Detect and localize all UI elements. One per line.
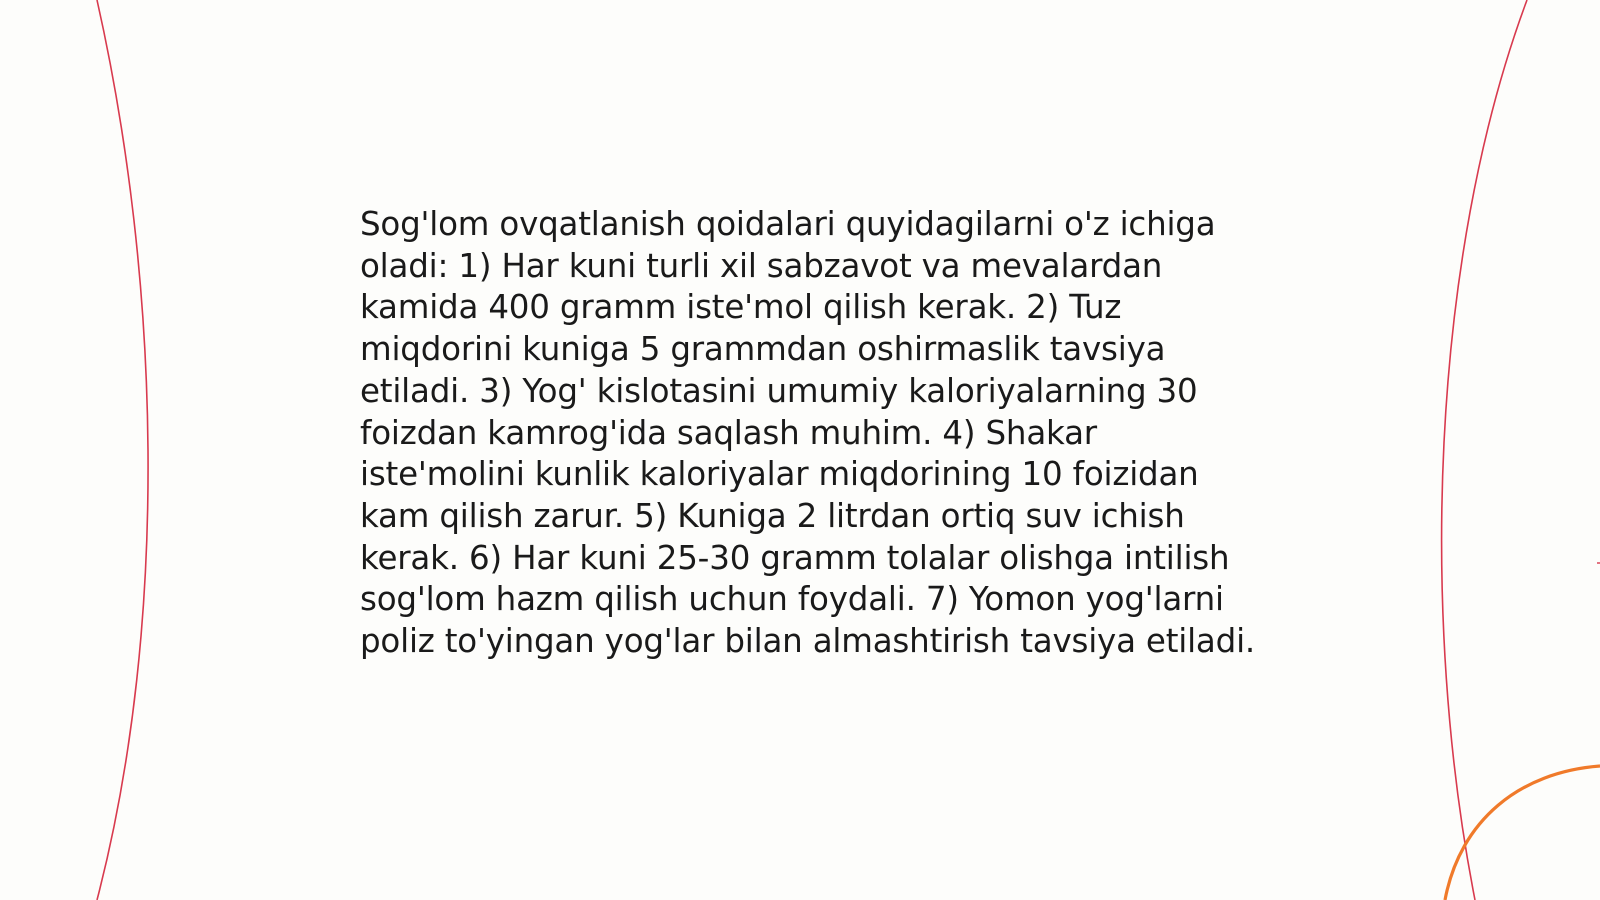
slide-body-text: Sog'lom ovqatlanish qoidalari quyidagilarni o'z ichiga oladi: 1) Har kuni turli xil sabzavot va mevalardan kamida 400 gramm iste'mol qilish kerak. 2) Tuz miqdorini kuniga 5 grammdan oshirmaslik tavsiya etiladi. 3) Yog' kislotasini umumiy kaloriyalarning 30 foizdan kamrog'ida saqlash muhim. 4) Shakar iste'molini kunlik kaloriyalar miqdorining 10 foizidan kam qilish zarur. 5) Kuniga 2 litrdan ortiq suv ichish kerak. 6) Har kuni 25-30 gramm tolalar olishga intilish sog'lom hazm qilish uchun foydali. 7) Yomon yog'larni poliz to'yingan yog'lar bilan almashtirish tavsiya etiladi. xyxy=(360,205,1256,661)
orange-circle-arc xyxy=(1445,766,1600,900)
left-arc-line xyxy=(97,0,148,900)
right-arc-line xyxy=(1442,0,1527,900)
